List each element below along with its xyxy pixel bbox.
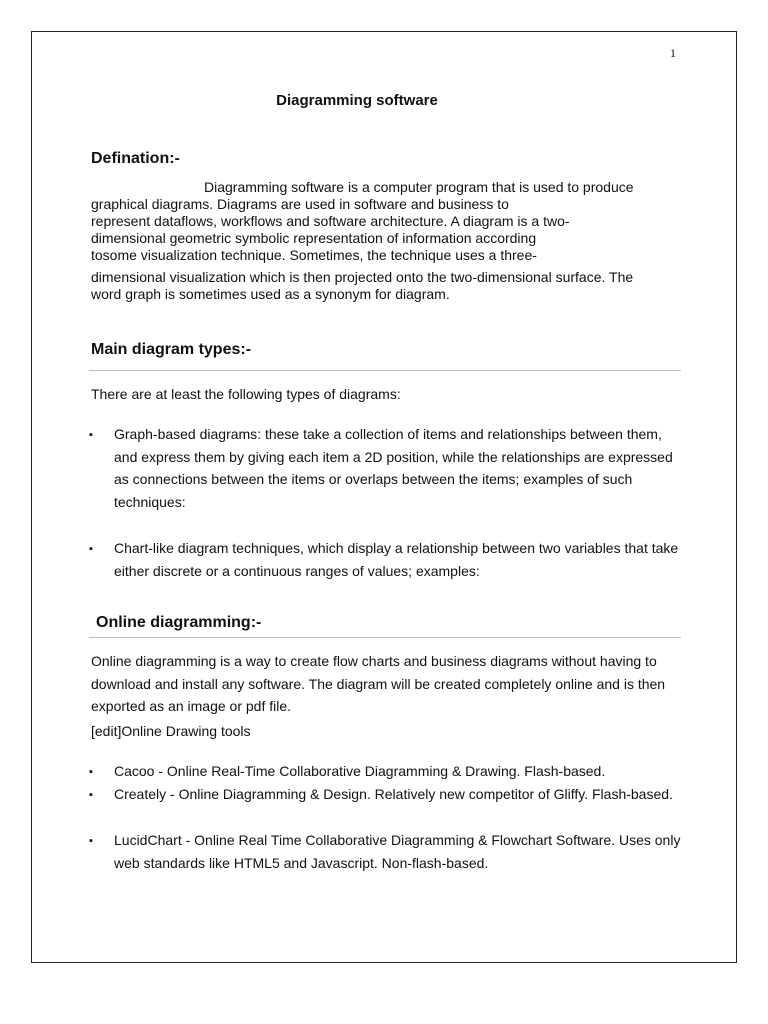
section-divider: [89, 637, 681, 638]
definition-line: dimensional visualization which is then projected onto the two-dimensional surface. The: [91, 269, 634, 285]
main-types-heading: Main diagram types:-: [91, 341, 252, 358]
bullet-icon: ▪: [89, 543, 93, 555]
list-item: LucidChart - Online Real Time Collaborative Diagramming & Flowchart Software. Uses only web standards like HTML5 and Javascript. Non-flash-based.: [114, 832, 681, 871]
online-paragraph: Online diagramming is a way to create flow charts and business diagrams without having to download and install any software. The diagram will be created completely online and is then exported as an image or pdf file.: [91, 653, 666, 714]
document-page: [31, 31, 737, 963]
online-subheading: [edit]Online Drawing tools: [91, 723, 251, 739]
bullet-icon: ▪: [89, 766, 93, 778]
section-divider: [89, 370, 681, 371]
bullet-icon: ▪: [89, 835, 93, 847]
definition-line: Diagramming software is a computer program that is used to produce: [204, 179, 634, 195]
definition-line: dimensional geometric symbolic representation of information according: [91, 230, 537, 246]
bullet-icon: ▪: [89, 429, 93, 441]
online-heading: Online diagramming:-: [96, 614, 262, 631]
list-item: Creately - Online Diagramming & Design. Relatively new competitor of Gliffy. Flash-based.: [114, 786, 673, 802]
main-types-intro: There are at least the following types of diagrams:: [91, 386, 401, 402]
definition-line: represent dataflows, workflows and software architecture. A diagram is a two-: [91, 213, 570, 229]
page-title: Diagramming software: [276, 92, 438, 109]
definition-line: tosome visualization technique. Sometimes, the technique uses a three-: [91, 247, 537, 263]
definition-line: word graph is sometimes used as a synonym for diagram.: [91, 286, 450, 302]
definition-line: graphical diagrams. Diagrams are used in software and business to: [91, 196, 509, 212]
list-item: Chart-like diagram techniques, which display a relationship between two variables that take either discrete or a continuous ranges of values; examples:: [114, 540, 679, 579]
page-number: 1: [670, 46, 676, 60]
definition-heading: Defination:-: [91, 150, 180, 167]
bullet-icon: ▪: [89, 789, 93, 801]
list-item: Cacoo - Online Real-Time Collaborative Diagramming & Drawing. Flash-based.: [114, 763, 606, 779]
list-item: Graph-based diagrams: these take a collection of items and relationships between them, and express them by giving each item a 2D position, while the relationships are expressed as connections between the items or overlaps between the items; examples of such techniques:: [114, 426, 673, 510]
